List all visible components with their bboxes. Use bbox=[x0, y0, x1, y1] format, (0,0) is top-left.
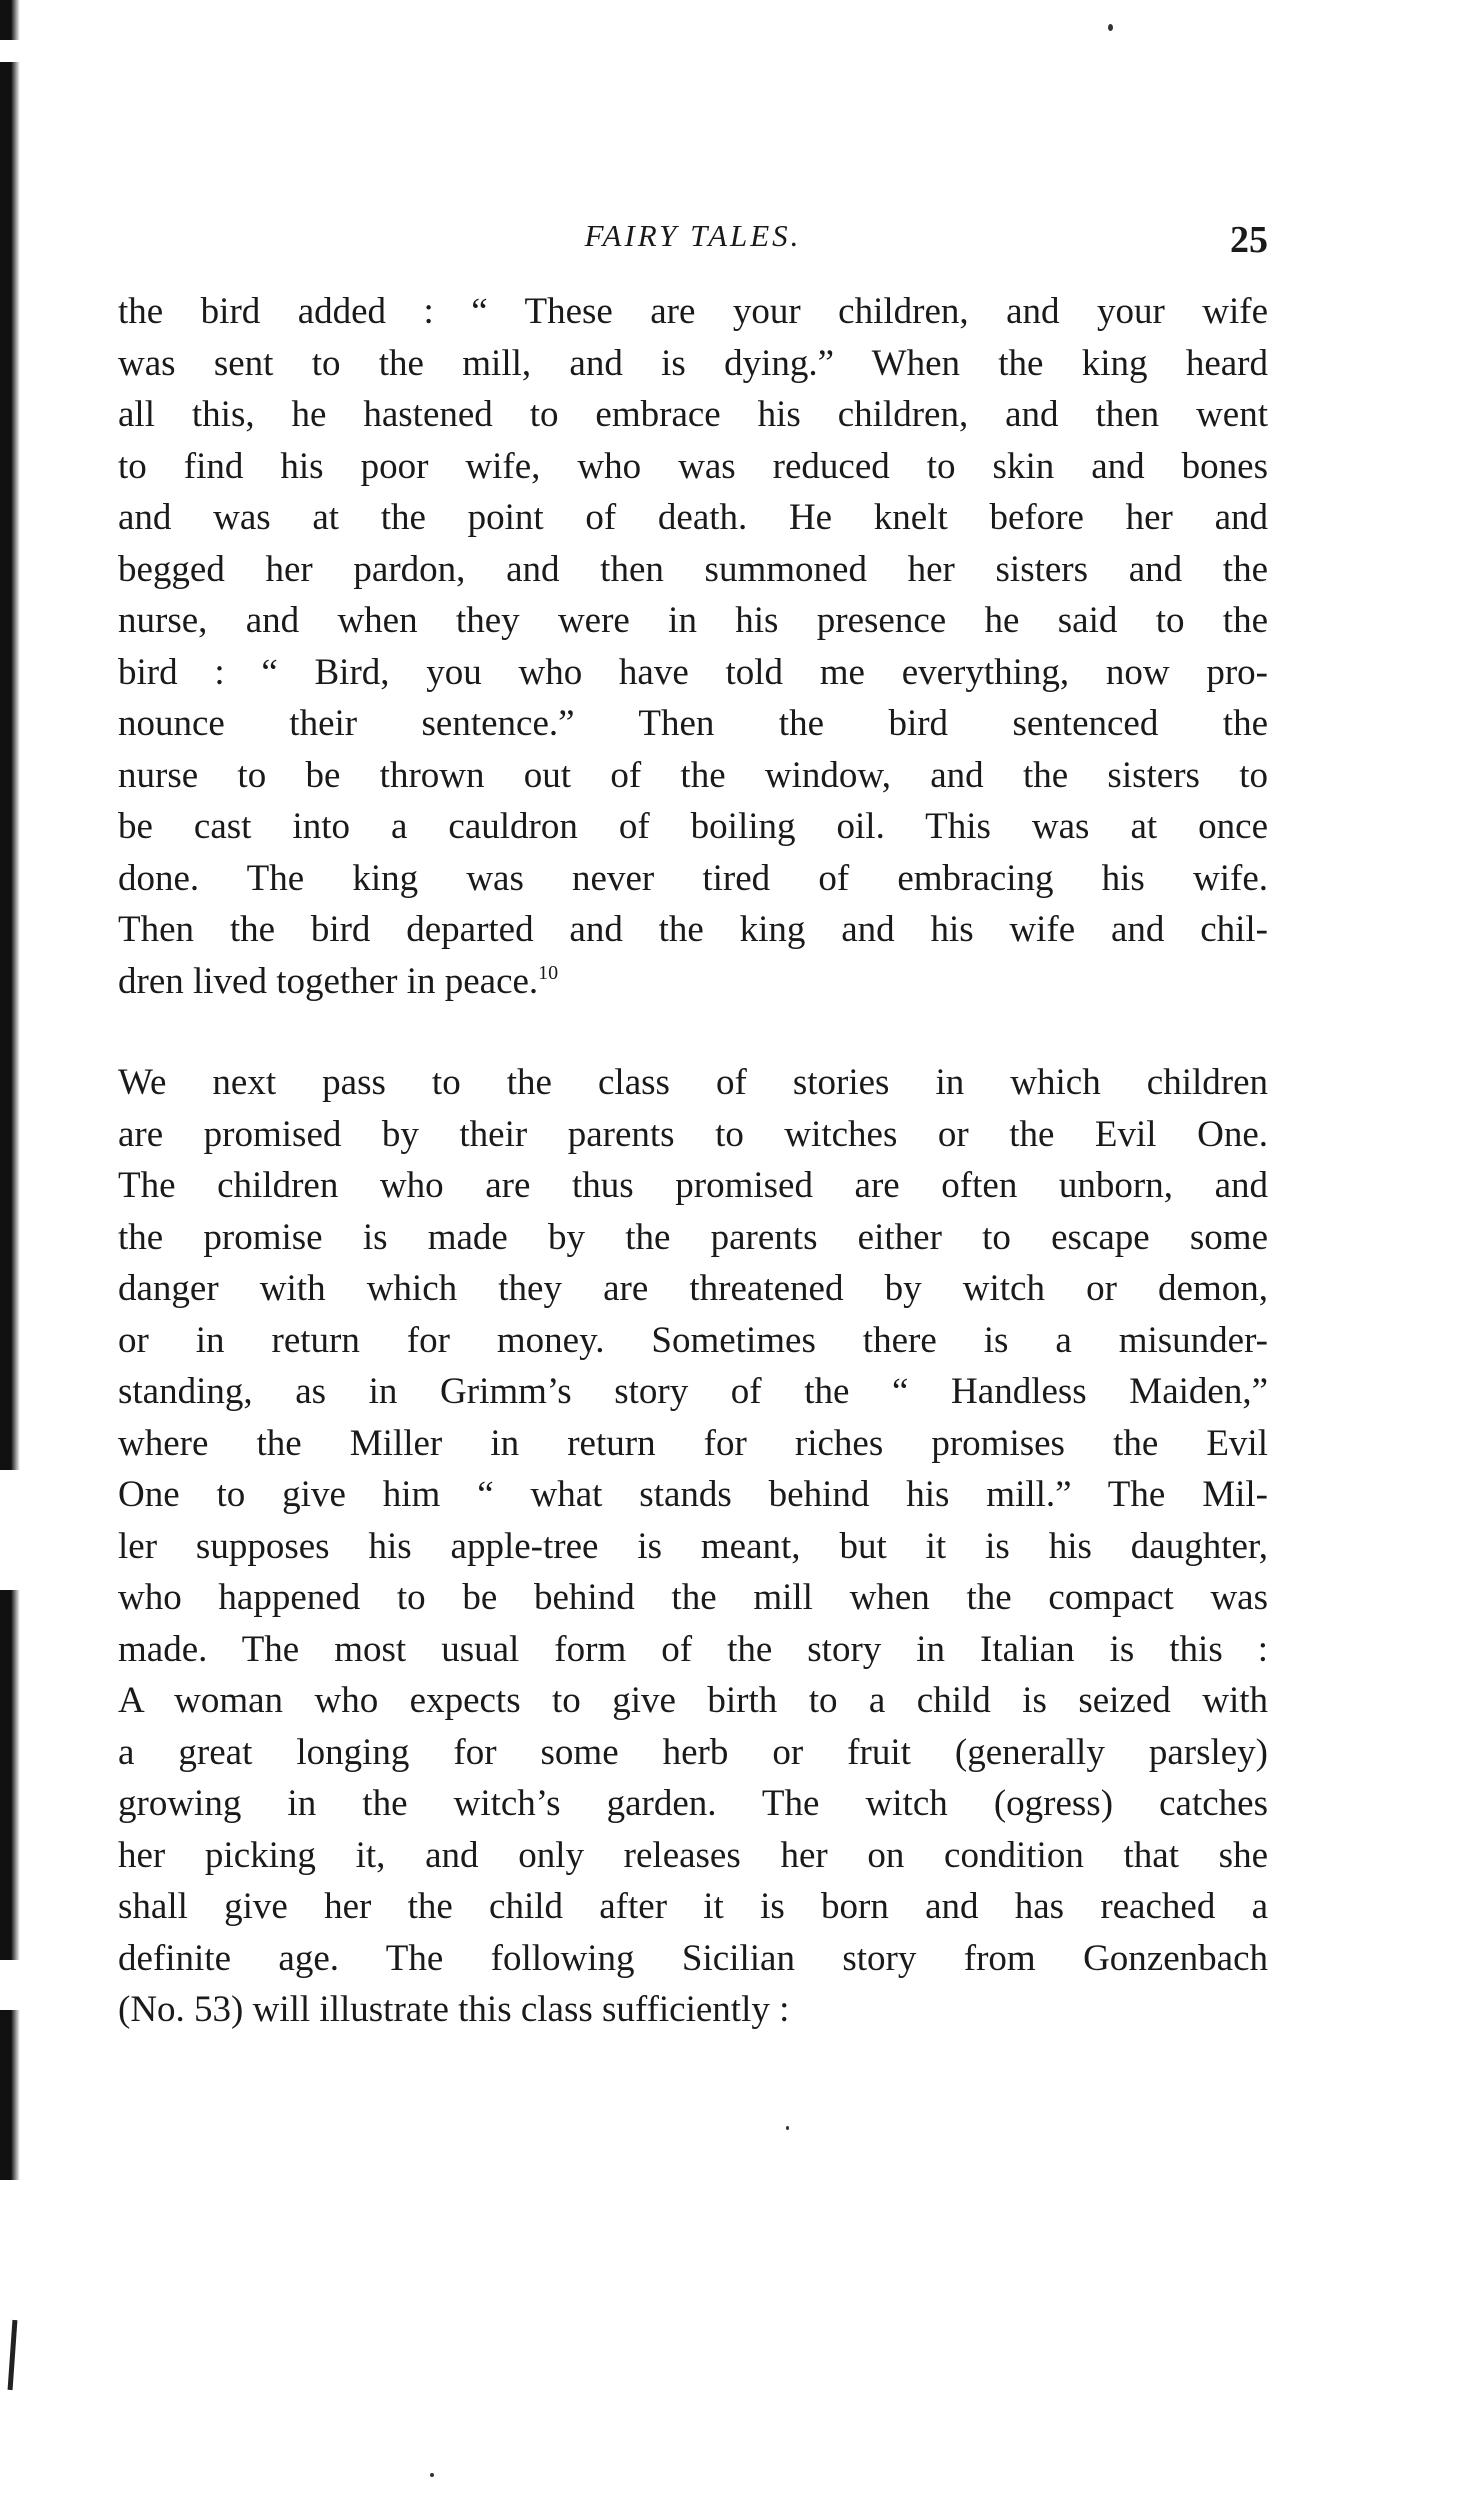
text-line: the bird added : “ These are your children, and your wife bbox=[118, 291, 1268, 332]
text-line: A woman who expects to give birth to a child is seized with bbox=[118, 1680, 1268, 1721]
scan-speck bbox=[430, 2473, 434, 2477]
text-line: a great longing for some herb or fruit (generally parsley) bbox=[118, 1731, 1268, 1773]
scan-speck bbox=[1108, 24, 1113, 31]
footnote-reference[interactable]: 10 bbox=[538, 961, 559, 984]
text-line: nurse, and when they were in his presence he said to the bbox=[118, 600, 1268, 641]
text-line: who happened to be behind the mill when the compact was bbox=[118, 1577, 1268, 1618]
text-line: be cast into a cauldron of boiling oil. This was at once bbox=[118, 806, 1268, 847]
text-line: standing, as in Grimm’s story of the “ Handless Maiden,” bbox=[118, 1371, 1268, 1412]
text-line: (No. 53) will illustrate this class sufficiently : bbox=[118, 1989, 790, 2030]
scan-edge-mark bbox=[8, 2320, 18, 2390]
running-title: FAIRY TALES. bbox=[584, 218, 802, 253]
binding-edge-shadow bbox=[0, 0, 20, 2180]
text-line: all this, he hastened to embrace his children, and then went bbox=[118, 394, 1268, 435]
text-line: begged her pardon, and then summoned her sisters and the bbox=[118, 548, 1268, 590]
binding-gap bbox=[0, 1470, 20, 1590]
text-line: the promise is made by the parents either to escape some bbox=[118, 1216, 1268, 1258]
paragraph-gap bbox=[118, 1007, 1268, 1057]
binding-gap bbox=[0, 40, 20, 62]
text-line: done. The king was never tired of embracing his wife. bbox=[118, 857, 1268, 899]
text-line: was sent to the mill, and is dying.” When the king heard bbox=[118, 342, 1268, 384]
text-line: ler supposes his apple-tree is meant, but it is his daughter, bbox=[118, 1525, 1268, 1567]
text-line: danger with which they are threatened by witch or demon, bbox=[118, 1268, 1268, 1309]
text-line: bird : “ Bird, you who have told me everything, now pro- bbox=[118, 651, 1268, 693]
page-number: 25 bbox=[1230, 219, 1268, 261]
text-line: where the Miller in return for riches promises the Evil bbox=[118, 1422, 1268, 1464]
text-line: We next pass to the class of stories in which children bbox=[118, 1062, 1268, 1103]
text-line: nounce their sentence.” Then the bird sentenced the bbox=[118, 703, 1268, 744]
text-line: shall give her the child after it is born and has reached a bbox=[118, 1886, 1268, 1927]
text-line: growing in the witch’s garden. The witch (ogress) catches bbox=[118, 1783, 1268, 1824]
binding-gap bbox=[0, 1960, 20, 2010]
text-line: definite age. The following Sicilian story from Gonzenbach bbox=[118, 1937, 1268, 1979]
scan-speck bbox=[786, 2126, 789, 2130]
text-line: dren lived together in peace. bbox=[118, 960, 539, 1002]
text-line: and was at the point of death. He knelt before her and bbox=[118, 497, 1268, 538]
text-line: or in return for money. Sometimes there is a misunder- bbox=[118, 1319, 1268, 1361]
text-line: One to give him “ what stands behind his mill.” The Mil- bbox=[118, 1474, 1268, 1515]
text-line: her picking it, and only releases her on condition that she bbox=[118, 1834, 1268, 1876]
text-line-last bbox=[118, 956, 1268, 1008]
text-line: Then the bird departed and the king and his wife and chil- bbox=[118, 909, 1268, 950]
text-line: are promised by their parents to witches or the Evil One. bbox=[118, 1113, 1268, 1155]
text-line: made. The most usual form of the story in Italian is this : bbox=[118, 1628, 1268, 1670]
text-line: The children who are thus promised are often unborn, and bbox=[118, 1165, 1268, 1206]
running-head bbox=[118, 218, 1268, 268]
text-line: to find his poor wife, who was reduced to skin and bones bbox=[118, 445, 1268, 487]
text-line: nurse to be thrown out of the window, and the sisters to bbox=[118, 754, 1268, 796]
paragraph-1 bbox=[118, 286, 1268, 1007]
paragraph-2 bbox=[118, 1057, 1268, 2036]
body-text bbox=[118, 286, 1268, 2036]
